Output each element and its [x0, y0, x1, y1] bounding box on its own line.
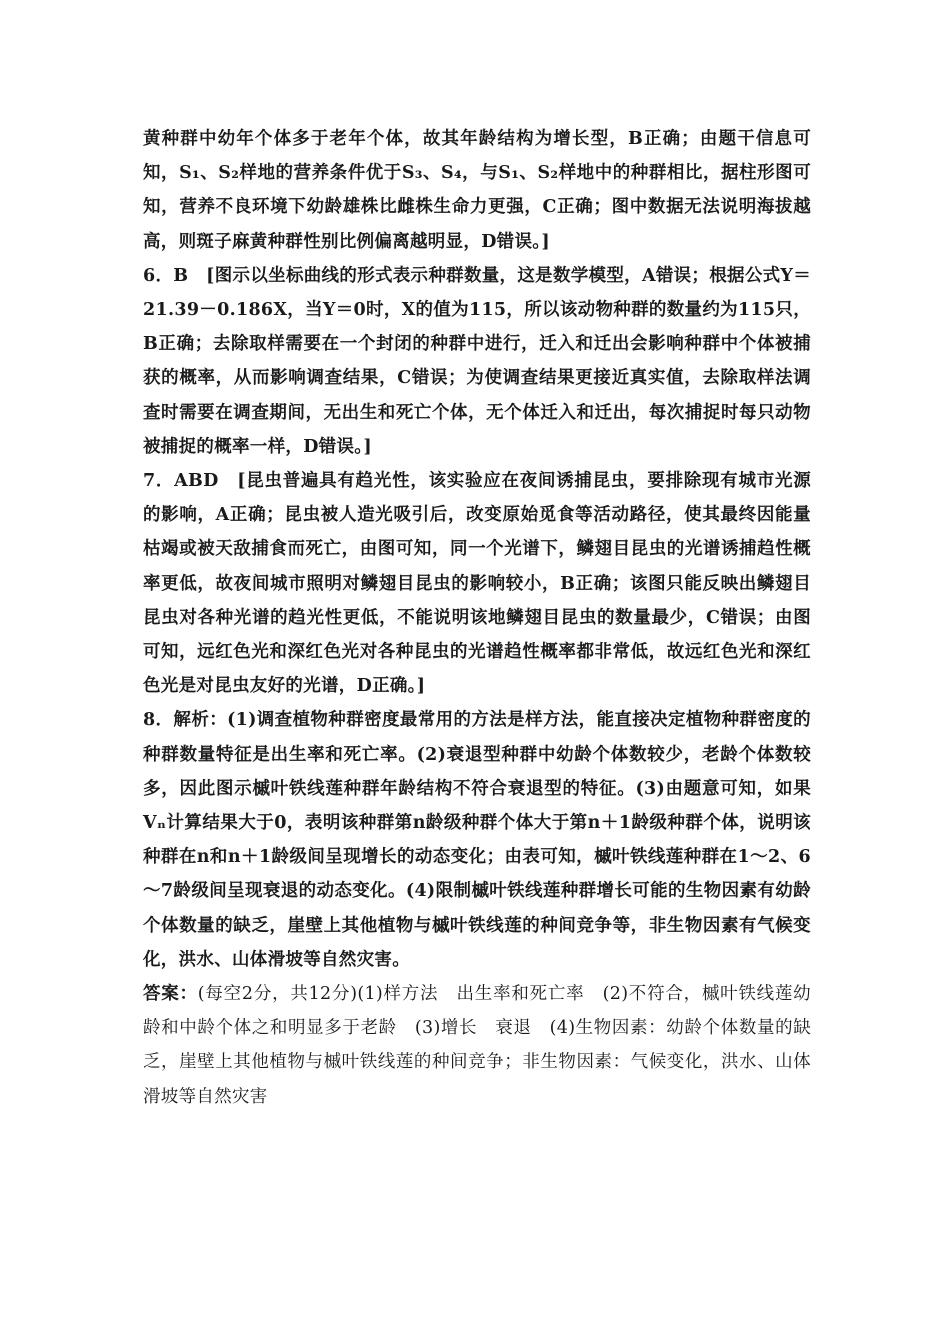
- answer-explanations: [143, 122, 811, 1114]
- answer-text: (每空2分，共12分)(1)样方法 出生率和死亡率 (2)不符合，槭叶铁线莲幼龄和中龄个体之和明显多于老龄 (3)增长 衰退 (4)生物因素：幼龄个体数量的缺乏，崖壁上其他植物与槭叶铁线莲的种间竞争；非生物因素：气候变化，洪水、山体滑坡等自然灾害: [143, 984, 811, 1107]
- question-8-analysis: 8．解析：(1)调查植物种群密度最常用的方法是样方法，能直接决定植物种群密度的种群数量特征是出生率和死亡率。(2)衰退型种群中幼龄个体数较少，老龄个体数较多，因此图示槭叶铁线莲种群年龄结构不符合衰退型的特征。(3)由题意可知，如果Vₙ计算结果大于0，表明该种群第n龄级种群个体大于第n＋1龄级种群个体，说明该种群在n和n＋1龄级间呈现增长的动态变化；由表可知，槭叶铁线莲种群在1～2、6～7龄级间呈现衰退的动态变化。(4)限制槭叶铁线莲种群增长可能的生物因素有幼龄个体数量的缺乏，崖壁上其他植物与槭叶铁线莲的种间竞争等，非生物因素有气候变化，洪水、山体滑坡等自然灾害。: [143, 710, 811, 970]
- answer-label: 答案：: [143, 984, 198, 1005]
- question-5-explanation-tail: 黄种群中幼年个体多于老年个体，故其年龄结构为增长型，B正确；由题干信息可知，S₁、S₂样地的营养条件优于S₃、S₄，与S₁、S₂样地中的种群相比，据柱形图可知，营养不良环境下幼龄雄株比雌株生命力更强，C正确；图中数据无法说明海拔越高，则斑子麻黄种群性别比例偏离越明显，D错误。]: [143, 129, 811, 252]
- question-7-explanation: 7．ABD [昆虫普遍具有趋光性，该实验应在夜间诱捕昆虫，要排除现有城市光源的影响，A正确；昆虫被人造光吸引后，改变原始觅食等活动路径，使其最终因能量枯竭或被天敌捕食而死亡，由图可知，同一个光谱下，鳞翅目昆虫的光谱诱捕趋性概率更低，故夜间城市照明对鳞翅目昆虫的影响较小，B正确；该图只能反映出鳞翅目昆虫对各种光谱的趋光性更低，不能说明该地鳞翅目昆虫的数量最少，C错误；由图可知，远红色光和深红色光对各种昆虫的光谱趋性概率都非常低，故远红色光和深红色光是对昆虫友好的光谱，D正确。]: [143, 471, 811, 697]
- question-6-explanation: 6．B [图示以坐标曲线的形式表示种群数量，这是数学模型，A错误；根据公式Y＝21.39－0.186X，当Y＝0时，X的值为115，所以该动物种群的数量约为115只，B正确；去除取样需要在一个封闭的种群中进行，迁入和迁出会影响种群中个体被捕获的概率，从而影响调查结果，C错误；为使调查结果更接近真实值，去除取样法调查时需要在调查期间，无出生和死亡个体，无个体迁入和迁出，每次捕捉时每只动物被捕捉的概率一样，D错误。]: [143, 265, 812, 457]
- question-8-answer: [143, 977, 811, 1114]
